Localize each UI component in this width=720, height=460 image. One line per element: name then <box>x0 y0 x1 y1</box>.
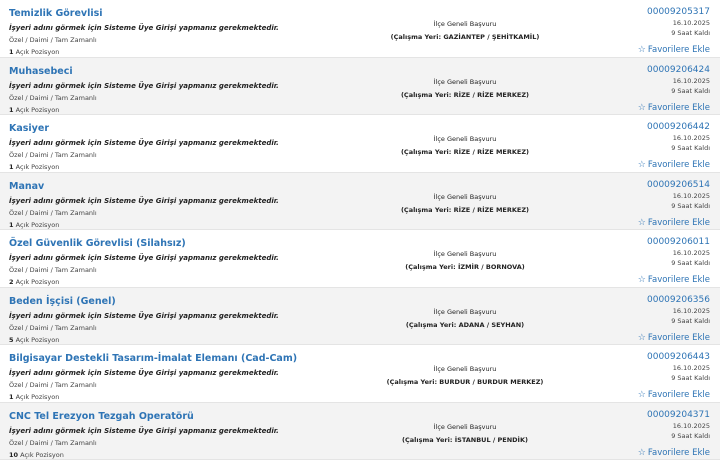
listing-date: 16.10.2025 <box>638 249 710 257</box>
open-positions <box>9 221 59 229</box>
favorites-label: Favorilere Ekle <box>648 448 710 458</box>
listing-date: 16.10.2025 <box>638 134 710 142</box>
listing-date: 16.10.2025 <box>638 307 710 315</box>
listing-meta <box>638 352 710 401</box>
login-warning-text: İşyeri adını görmek için Sisteme Üye Girişi yapmanız gerekmektedir. <box>9 369 279 377</box>
employment-type: Özel / Daimi / Tam Zamanlı <box>9 36 97 44</box>
scope-text: İlçe Geneli Başvuru <box>401 193 529 201</box>
listing-meta <box>638 122 710 171</box>
scope-text: İlçe Geneli Başvuru <box>391 20 540 28</box>
work-location: (Çalışma Yeri: RİZE / RİZE MERKEZ) <box>401 91 529 99</box>
job-title-link[interactable]: Özel Güvenlik Görevlisi (Silahsız) <box>9 238 186 249</box>
scope-text: İlçe Geneli Başvuru <box>401 135 529 143</box>
open-positions-label: Açık Pozisyon <box>16 393 60 401</box>
star-icon: ☆ <box>638 275 646 285</box>
open-positions-count: 1 <box>9 163 14 171</box>
employment-type: Özel / Daimi / Tam Zamanlı <box>9 94 97 102</box>
open-positions-count: 1 <box>9 48 14 56</box>
time-remaining: 9 Saat Kaldı <box>638 259 710 267</box>
add-to-favorites-button[interactable] <box>638 390 710 400</box>
favorites-label: Favorilere Ekle <box>648 45 710 55</box>
open-positions <box>9 106 59 114</box>
open-positions-count: 1 <box>9 106 14 114</box>
login-warning-text: İşyeri adını görmek için Sisteme Üye Girişi yapmanız gerekmektedir. <box>9 139 279 147</box>
add-to-favorites-button[interactable] <box>638 275 710 285</box>
application-scope <box>405 250 524 271</box>
listing-number-link[interactable]: 00009206424 <box>638 65 710 75</box>
add-to-favorites-button[interactable] <box>638 45 710 55</box>
job-listing-row <box>0 345 720 403</box>
favorites-label: Favorilere Ekle <box>648 275 710 285</box>
job-title-link[interactable]: Manav <box>9 181 44 192</box>
work-location: (Çalışma Yeri: RİZE / RİZE MERKEZ) <box>401 206 529 214</box>
scope-text: İlçe Geneli Başvuru <box>405 250 524 258</box>
work-location: (Çalışma Yeri: GAZİANTEP / ŞEHİTKAMİL) <box>391 33 540 41</box>
scope-text: İlçe Geneli Başvuru <box>406 308 524 316</box>
application-scope <box>391 20 540 41</box>
open-positions <box>9 336 59 344</box>
star-icon: ☆ <box>638 45 646 55</box>
listing-meta <box>638 65 710 114</box>
application-scope <box>406 308 524 329</box>
job-listing-row <box>0 288 720 346</box>
listing-date: 16.10.2025 <box>638 77 710 85</box>
open-positions <box>9 451 64 459</box>
open-positions <box>9 163 59 171</box>
star-icon: ☆ <box>638 333 646 343</box>
time-remaining: 9 Saat Kaldı <box>638 317 710 325</box>
time-remaining: 9 Saat Kaldı <box>638 144 710 152</box>
listing-meta <box>638 295 710 344</box>
open-positions-count: 5 <box>9 336 14 344</box>
open-positions-count: 10 <box>9 451 18 459</box>
listing-meta <box>638 7 710 56</box>
open-positions-label: Açık Pozisyon <box>16 221 60 229</box>
star-icon: ☆ <box>638 448 646 458</box>
employment-type: Özel / Daimi / Tam Zamanlı <box>9 266 97 274</box>
job-title-link[interactable]: Beden İşçisi (Genel) <box>9 296 116 307</box>
listing-number-link[interactable]: 00009206514 <box>638 180 710 190</box>
open-positions-label: Açık Pozisyon <box>16 163 60 171</box>
application-scope <box>401 193 529 214</box>
listing-date: 16.10.2025 <box>638 19 710 27</box>
time-remaining: 9 Saat Kaldı <box>638 432 710 440</box>
login-warning-text: İşyeri adını görmek için Sisteme Üye Girişi yapmanız gerekmektedir. <box>9 254 279 262</box>
job-title-link[interactable]: Kasiyer <box>9 123 49 134</box>
login-warning-text: İşyeri adını görmek için Sisteme Üye Girişi yapmanız gerekmektedir. <box>9 24 279 32</box>
open-positions-count: 1 <box>9 393 14 401</box>
open-positions <box>9 393 59 401</box>
application-scope <box>402 423 528 444</box>
application-scope <box>387 365 544 386</box>
listing-date: 16.10.2025 <box>638 192 710 200</box>
add-to-favorites-button[interactable] <box>638 103 710 113</box>
scope-text: İlçe Geneli Başvuru <box>401 78 529 86</box>
open-positions-label: Açık Pozisyon <box>16 336 60 344</box>
job-title-link[interactable]: Muhasebeci <box>9 66 73 77</box>
add-to-favorites-button[interactable] <box>638 160 710 170</box>
favorites-label: Favorilere Ekle <box>648 390 710 400</box>
employment-type: Özel / Daimi / Tam Zamanlı <box>9 151 97 159</box>
open-positions-label: Açık Pozisyon <box>16 106 60 114</box>
star-icon: ☆ <box>638 103 646 113</box>
scope-text: İlçe Geneli Başvuru <box>402 423 528 431</box>
work-location: (Çalışma Yeri: İZMİR / BORNOVA) <box>405 263 524 271</box>
listing-number-link[interactable]: 00009206443 <box>638 352 710 362</box>
application-scope <box>401 78 529 99</box>
listing-number-link[interactable]: 00009206356 <box>638 295 710 305</box>
open-positions-label: Açık Pozisyon <box>20 451 64 459</box>
login-warning-text: İşyeri adını görmek için Sisteme Üye Girişi yapmanız gerekmektedir. <box>9 197 279 205</box>
favorites-label: Favorilere Ekle <box>648 103 710 113</box>
star-icon: ☆ <box>638 160 646 170</box>
listing-meta <box>638 410 710 459</box>
listing-meta <box>638 180 710 229</box>
job-listing-row <box>0 115 720 173</box>
listing-number-link[interactable]: 00009204371 <box>638 410 710 420</box>
employment-type: Özel / Daimi / Tam Zamanlı <box>9 209 97 217</box>
job-title-link[interactable]: Temizlik Görevlisi <box>9 8 103 19</box>
open-positions-label: Açık Pozisyon <box>16 278 60 286</box>
work-location: (Çalışma Yeri: İSTANBUL / PENDİK) <box>402 436 528 444</box>
open-positions-count: 1 <box>9 221 14 229</box>
open-positions <box>9 278 59 286</box>
job-listing-row <box>0 0 720 58</box>
open-positions-count: 2 <box>9 278 14 286</box>
star-icon: ☆ <box>638 218 646 228</box>
listing-date: 16.10.2025 <box>638 364 710 372</box>
listing-meta <box>638 237 710 286</box>
login-warning-text: İşyeri adını görmek için Sisteme Üye Girişi yapmanız gerekmektedir. <box>9 427 279 435</box>
favorites-label: Favorilere Ekle <box>648 333 710 343</box>
add-to-favorites-button[interactable] <box>638 218 710 228</box>
time-remaining: 9 Saat Kaldı <box>638 29 710 37</box>
job-title-link[interactable]: Bilgisayar Destekli Tasarım-İmalat Elemanı (Cad-Cam) <box>9 353 297 364</box>
work-location: (Çalışma Yeri: RİZE / RİZE MERKEZ) <box>401 148 529 156</box>
favorites-label: Favorilere Ekle <box>648 160 710 170</box>
open-positions-label: Açık Pozisyon <box>16 48 60 56</box>
scope-text: İlçe Geneli Başvuru <box>387 365 544 373</box>
work-location: (Çalışma Yeri: ADANA / SEYHAN) <box>406 321 524 329</box>
favorites-label: Favorilere Ekle <box>648 218 710 228</box>
time-remaining: 9 Saat Kaldı <box>638 202 710 210</box>
add-to-favorites-button[interactable] <box>638 333 710 343</box>
time-remaining: 9 Saat Kaldı <box>638 87 710 95</box>
application-scope <box>401 135 529 156</box>
job-title-link[interactable]: CNC Tel Erezyon Tezgah Operatörü <box>9 411 194 422</box>
employment-type: Özel / Daimi / Tam Zamanlı <box>9 439 97 447</box>
login-warning-text: İşyeri adını görmek için Sisteme Üye Girişi yapmanız gerekmektedir. <box>9 82 279 90</box>
listing-number-link[interactable]: 00009206011 <box>638 237 710 247</box>
open-positions <box>9 48 59 56</box>
employment-type: Özel / Daimi / Tam Zamanlı <box>9 324 97 332</box>
star-icon: ☆ <box>638 390 646 400</box>
listing-number-link[interactable]: 00009206442 <box>638 122 710 132</box>
job-listing-row <box>0 230 720 288</box>
job-listing-row <box>0 58 720 116</box>
time-remaining: 9 Saat Kaldı <box>638 374 710 382</box>
listing-date: 16.10.2025 <box>638 422 710 430</box>
login-warning-text: İşyeri adını görmek için Sisteme Üye Girişi yapmanız gerekmektedir. <box>9 312 279 320</box>
job-listing-row <box>0 403 720 460</box>
listing-number-link[interactable]: 00009205317 <box>638 7 710 17</box>
job-listing-row <box>0 173 720 231</box>
work-location: (Çalışma Yeri: BURDUR / BURDUR MERKEZ) <box>387 378 544 386</box>
employment-type: Özel / Daimi / Tam Zamanlı <box>9 381 97 389</box>
